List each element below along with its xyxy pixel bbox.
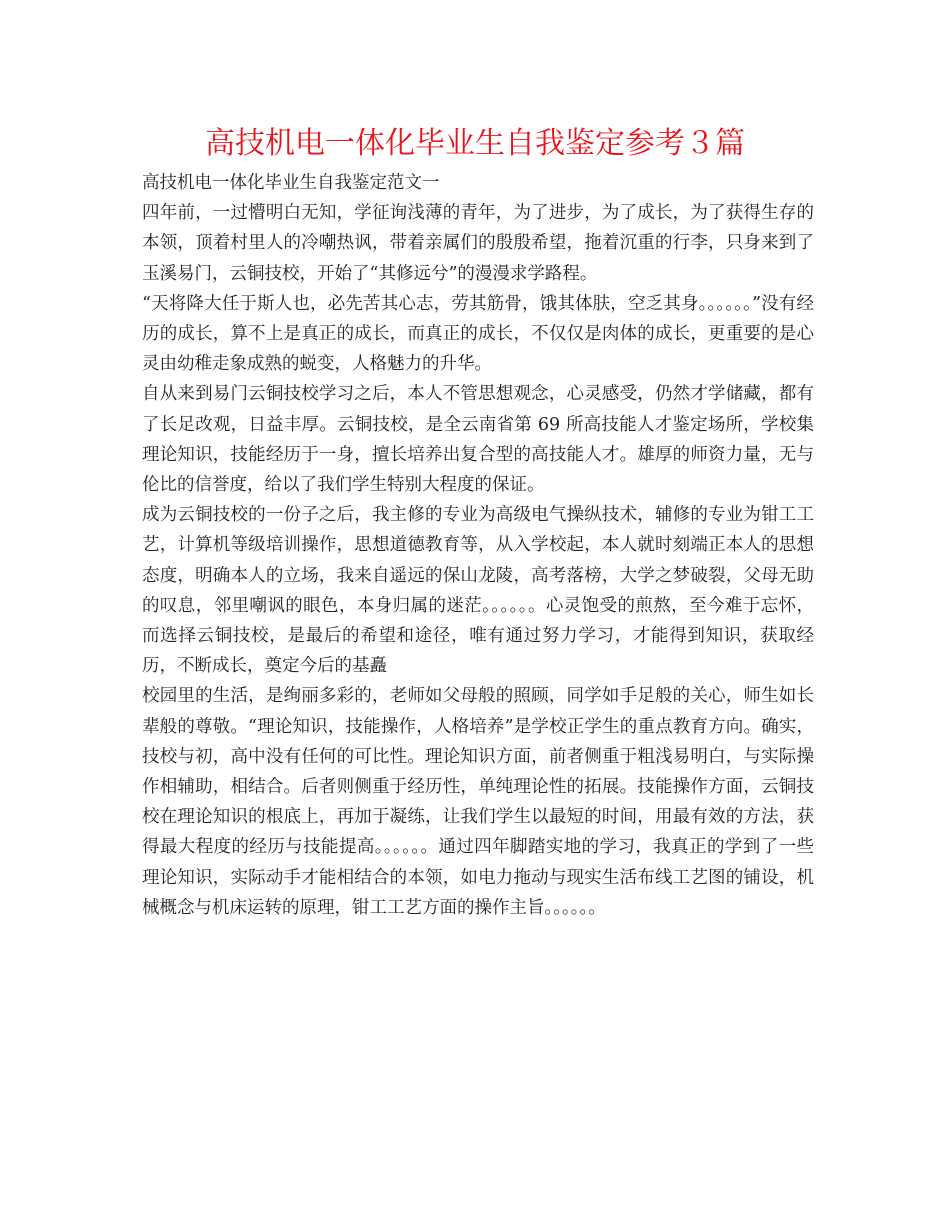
paragraph: 校园里的生活，是绚丽多彩的，老师如父母般的照顾，同学如手足般的关心，师生如长辈般的尊敬。“理论知识，技能操作，人格培养”是学校正学生的重点教育方向。确实，技校与初，高中没有任何的可比性。理论知识方面，前者侧重于粗浅易明白，与实际操作相辅助，相结合。后者则侧重于经历性，单纯理论性的拓展。技能操作方面，云铜技校在理论知识的根底上，再加于凝练，让我们学生以最短的时间，用最有效的方法，获得最大程度的经历与技能提高。。。。。。通过四年脚踏实地的学习，我真正的学到了一些理论知识，实际动手才能相结合的本领，如电力拖动与现实生活布线工艺图的铺设，机械概念与机床运转的原理，钳工工艺方面的操作主旨。。。。。。 <box>142 686 814 918</box>
document-title: 高技机电一体化毕业生自我鉴定参考３篇 <box>205 126 745 161</box>
paragraph: “天将降大任于斯人也，必先苦其心志，劳其筋骨，饿其体肤，空乏其身。。。。。。”没有经历的成长，算不上是真正的成长，而真正的成长，不仅仅是肉体的成长，更重要的是心灵由幼稚走象成熟的蜕变，人格魅力的升华。 <box>142 293 814 375</box>
paragraph: 四年前，一过懵明白无知，学征询浅薄的青年，为了进步，为了成长，为了获得生存的本领，顶着村里人的冷嘲热讽，带着亲属们的殷殷希望，拖着沉重的行李，只身来到了玉溪易门，云铜技校，开始了“其修远兮”的漫漫求学路程。 <box>142 203 814 284</box>
document-body <box>142 168 814 923</box>
section-heading: 高技机电一体化毕业生自我鉴定范文一 <box>142 173 440 193</box>
paragraph: 自从来到易门云铜技校学习之后，本人不管思想观念，心灵感受，仍然才学储藏，都有了长足改观，日益丰厚。云铜技校，是全云南省第 69 所高技能人才鉴定场所，学校集理论知识，技能经历于一身，擅长培养出复合型的高技能人才。雄厚的师资力量，无与伦比的信誉度，给以了我们学生特别大程度的保证。 <box>142 384 814 496</box>
paragraph: 成为云铜技校的一份子之后，我主修的专业为高级电气操纵技术，辅修的专业为钳工工艺，计算机等级培训操作，思想道德教育等，从入学校起，本人就时刻端正本人的思想态度，明确本人的立场，我来自遥远的保山龙陵，高考落榜，大学之梦破裂，父母无助的叹息，邻里嘲讽的眼色，本身归属的迷茫。。。。。。心灵饱受的煎熬，至今难于忘怀，而选择云铜技校，是最后的希望和途径，唯有通过努力学习，才能得到知识，获取经历，不断成长，奠定今后的基矗 <box>142 505 814 677</box>
